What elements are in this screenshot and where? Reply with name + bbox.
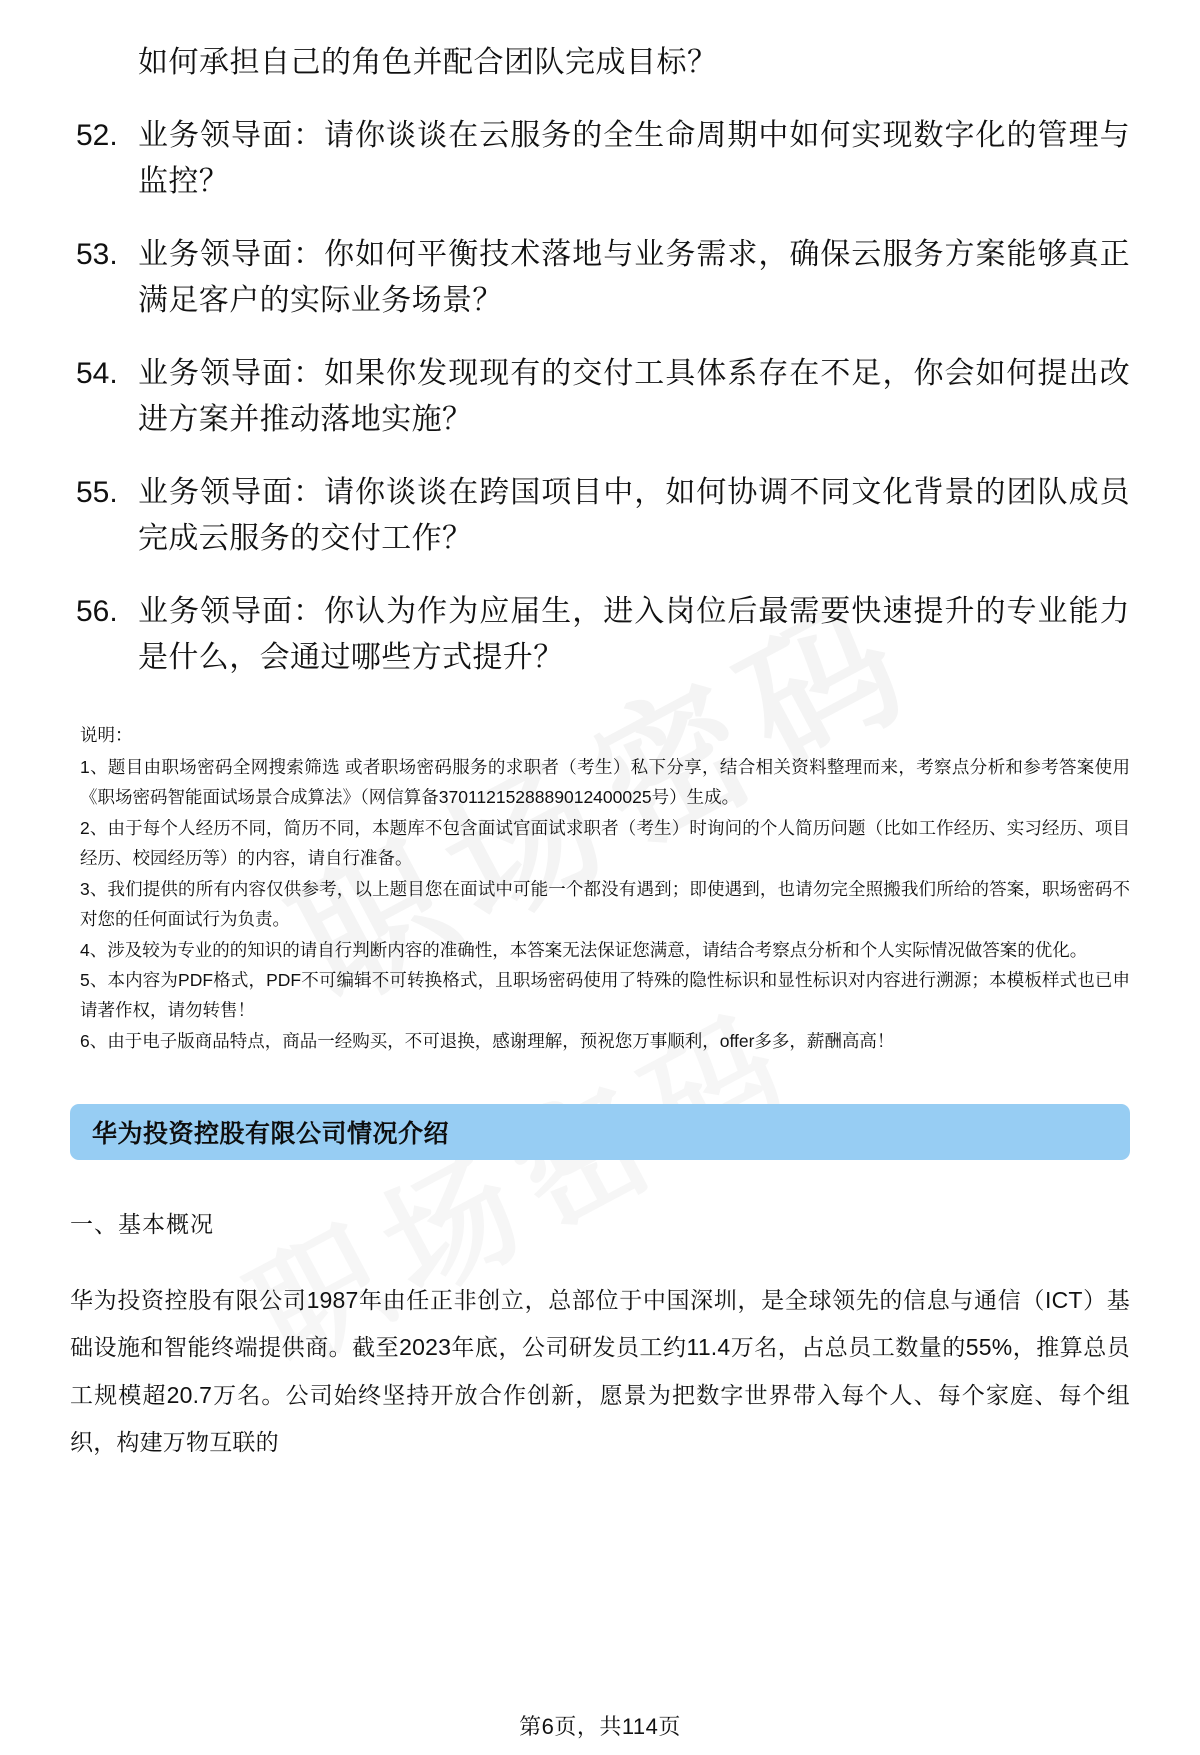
notes-section [70, 720, 1130, 1057]
subsection-title: 一、基本概况 [70, 1211, 214, 1238]
question-list [70, 113, 1130, 682]
question-number: 52. [76, 118, 118, 152]
question-number: 54. [76, 356, 118, 390]
question-item [70, 351, 1130, 444]
note-item: 6、由于电子版商品特点，商品一经购买，不可退换，感谢理解，预祝您万事顺利，offer多多，薪酬高高！ [80, 1030, 895, 1051]
body-paragraph: 华为投资控股有限公司1987年由任正非创立，总部位于中国深圳，是全球领先的信息与通信（ICT）基础设施和智能终端提供商。截至2023年底，公司研发员工约11.4万名，占总员工数量的55%，推算总员工规模超20.7万名。公司始终坚持开放合作创新，愿景为把数字世界带入每个人、每个家庭、每个组织，构建万物互联的 [70, 1287, 1130, 1455]
question-item [70, 589, 1130, 682]
section-banner [70, 1104, 1130, 1160]
question-text: 业务领导面：请你谈谈在云服务的全生命周期中如何实现数字化的管理与监控？ [138, 118, 1130, 198]
question-continued-line: 如何承担自己的角色并配合团队完成目标？ [138, 46, 718, 79]
note-item: 2、由于每个人经历不同，简历不同，本题库不包含面试官面试求职者（考生）时询问的个人简历问题（比如工作经历、实习经历、项目经历、校园经历等）的内容，请自行准备。 [80, 817, 1130, 869]
question-number: 53. [76, 237, 118, 271]
note-item: 4、涉及较为专业的的知识的请自行判断内容的准确性，本答案无法保证您满意，请结合考察点分析和个人实际情况做答案的优化。 [80, 939, 1088, 960]
note-item: 5、本内容为PDF格式，PDF不可编辑不可转换格式，且职场密码使用了特殊的隐性标识和显性标识对内容进行溯源；本模板样式也已申请著作权，请勿转售！ [80, 970, 1130, 1021]
question-item [70, 232, 1130, 325]
section-banner-title: 华为投资控股有限公司情况介绍 [92, 1120, 450, 1149]
question-text: 业务领导面：请你谈谈在跨国项目中，如何协调不同文化背景的团队成员完成云服务的交付工作？ [138, 475, 1130, 555]
question-number: 56. [76, 594, 118, 628]
note-item: 1、题目由职场密码全网搜索筛选 或者职场密码服务的求职者（考生）私下分享，结合相关资料整理而来，考察点分析和参考答案使用《职场密码智能面试场景合成算法》（网信算备3701121528889012400025号）生成。 [80, 756, 1130, 808]
notes-title: 说明： [80, 724, 133, 745]
question-text: 业务领导面：你如何平衡技术落地与业务需求，确保云服务方案能够真正满足客户的实际业务场景？ [138, 237, 1130, 317]
question-text: 业务领导面：如果你发现现有的交付工具体系存在不足，你会如何提出改进方案并推动落地实施？ [138, 356, 1130, 436]
question-item [70, 113, 1130, 206]
question-text: 业务领导面：你认为作为应届生，进入岗位后最需要快速提升的专业能力是什么，会通过哪些方式提升？ [138, 594, 1130, 674]
note-item: 3、我们提供的所有内容仅供参考，以上题目您在面试中可能一个都没有遇到；即使遇到，也请勿完全照搬我们所给的答案，职场密码不对您的任何面试行为负责。 [80, 878, 1130, 930]
question-number: 55. [76, 475, 118, 509]
page-footer: 第6页，共114页 [519, 1714, 681, 1739]
question-item [70, 470, 1130, 563]
